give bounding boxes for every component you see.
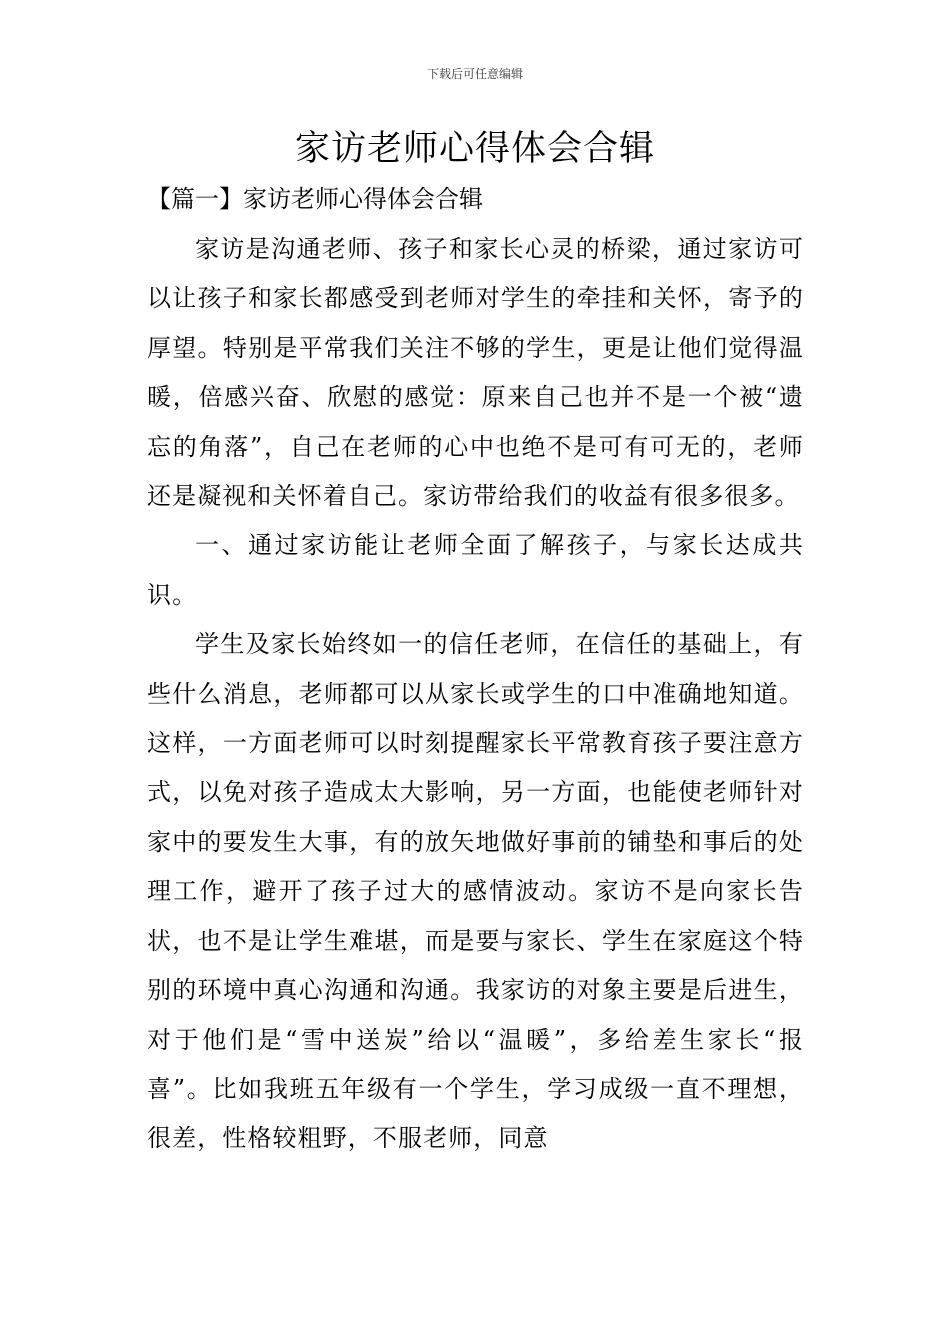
- section-heading: 【篇一】家访老师心得体会合辑: [147, 185, 483, 213]
- document-title: 家访老师心得体会合辑: [294, 129, 655, 169]
- paragraph-point-one: 一、通过家访能让老师全面了解孩子，与家长达成共识。: [147, 531, 804, 609]
- paragraph-detail: 学生及家长始终如一的信任老师，在信任的基础上，有些什么消息，老师都可以从家长或学生的口中准确地知道。这样，一方面老师可以时刻提醒家长平常教育孩子要注意方式，以免对孩子造成太大影响，另一方面，也能使老师针对家中的要发生大事，有的放矢地做好事前的铺垫和事后的处理工作，避开了孩子过大的感情波动。家访不是向家长告状，也不是让学生难堪，而是要与家长、学生在家庭这个特别的环境中真心沟通和沟通。我家访的对象主要是后进生，对于他们是“雪中送炭”给以“温暖”，多给差生家长“报喜”。比如我班五年级有一个学生，学习成级一直不理想，很差，性格较粗野，不服老师，同意: [147, 630, 804, 1153]
- paragraph-intro: 家访是沟通老师、孩子和家长心灵的桥梁，通过家访可以让孩子和家长都感受到老师对学生的牵挂和关怀，寄予的厚望。特别是平常我们关注不够的学生，更是让他们觉得温暖，倍感兴奋、欣慰的感觉：原来自己也并不是一个被“遗忘的角落”，自己在老师的心中也绝不是可有可无的，老师还是凝视和关怀着自己。家访带给我们的收益有很多很多。: [147, 235, 804, 511]
- document-body: [147, 225, 804, 1164]
- page-header-note: 下载后可任意编辑: [426, 67, 523, 81]
